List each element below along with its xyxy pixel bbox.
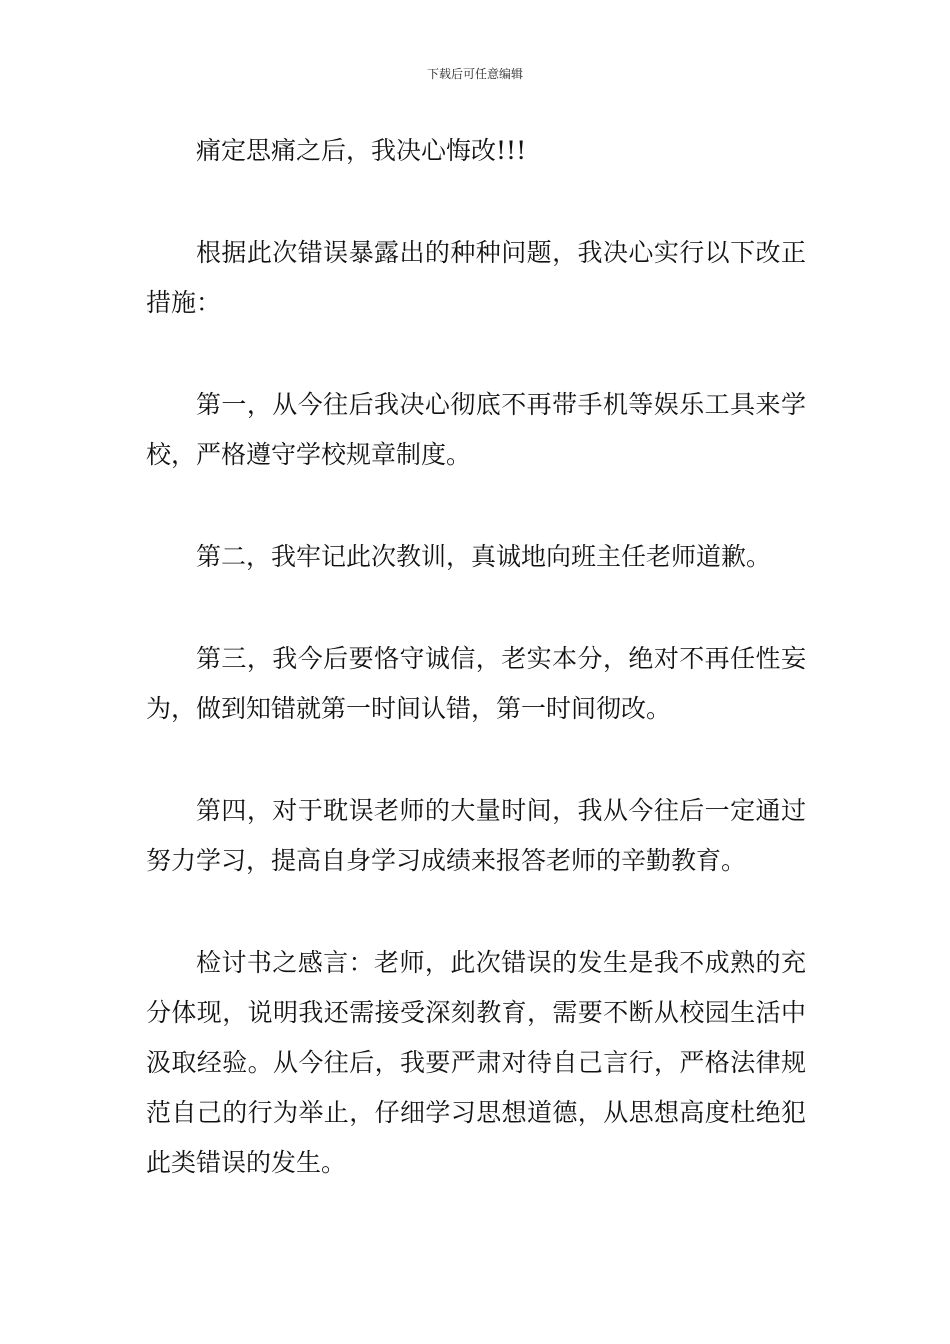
paragraph-second-measure: 第二，我牢记此次教训，真诚地向班主任老师道歉。 xyxy=(196,542,772,571)
paragraph-resolve: 痛定思痛之后，我决心悔改!!! xyxy=(196,136,527,165)
paragraph-fourth-measure: 第四，对于耽误老师的大量时间，我从今往后一定通过努力学习，提高自身学习成绩来报答老师的辛勤教育。 xyxy=(146,796,806,875)
paragraph-reflection: 检讨书之感言：老师，此次错误的发生是我不成熟的充分体现，说明我还需接受深刻教育，需要不断从校园生活中汲取经验。从今往后，我要严肃对待自己言行，严格法律规范自己的行为举止，仔细学习思想道德，从思想高度杜绝犯此类错误的发生。 xyxy=(146,948,806,1177)
document-body xyxy=(146,126,806,1188)
paragraph-measures-intro: 根据此次错误暴露出的种种问题，我决心实行以下改正措施： xyxy=(146,238,806,317)
paragraph-third-measure: 第三，我今后要恪守诚信，老实本分，绝对不再任性妄为，做到知错就第一时间认错，第一时间彻改。 xyxy=(146,644,806,723)
paragraph-first-measure: 第一，从今往后我决心彻底不再带手机等娱乐工具来学校，严格遵守学校规章制度。 xyxy=(146,390,806,469)
page-header-note: 下载后可任意编辑 xyxy=(426,67,523,81)
